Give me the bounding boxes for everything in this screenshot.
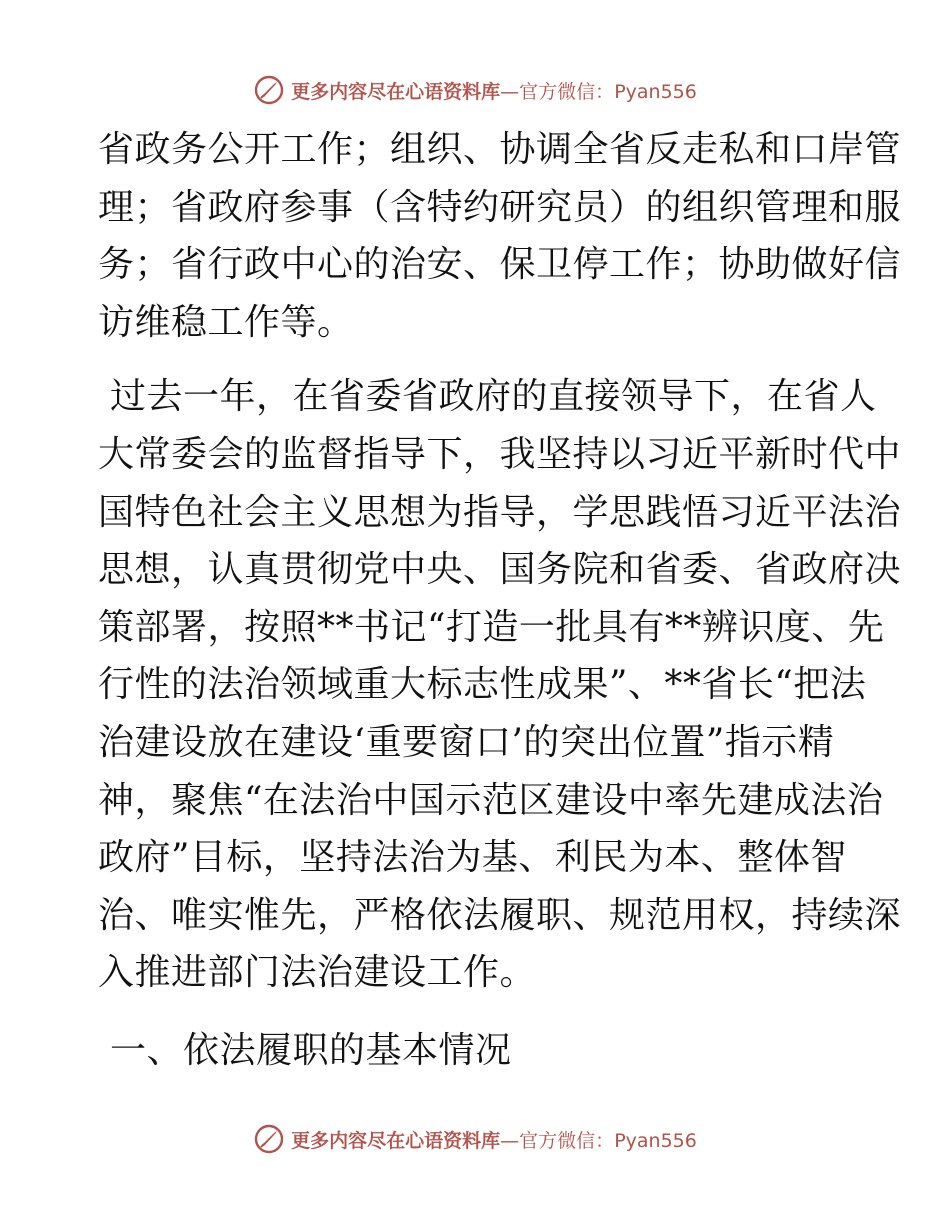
watermark-id: Pyan556: [614, 80, 697, 103]
quill-pen-logo-icon: [253, 1123, 285, 1155]
text-line: 省政务公开工作；组织、协调全省反走私和口岸管: [98, 129, 902, 170]
text-line: 务；省行政中心的治安、保卫停工作；协助做好信: [98, 244, 902, 286]
watermark-brand: 更多内容尽在心语资料库: [291, 80, 501, 103]
watermark-brand: 更多内容尽在心语资料库: [291, 1129, 501, 1152]
paragraph-2: [98, 368, 902, 1002]
text-line: 治、唯实惟先，严格依法履职、规范用权，持续深: [98, 894, 902, 936]
text-line: 治建设放在建设‘重要窗口’的突出位置”指示精: [98, 721, 835, 763]
text-line: 过去一年，在省委省政府的直接领导下，在省人: [98, 376, 877, 418]
footer-watermark: [0, 1121, 950, 1157]
text-line: 大常委会的监督指导下，我坚持以习近平新时代中: [98, 433, 902, 475]
text-line: 理；省政府参事（含特约研究员）的组织管理和服: [98, 186, 902, 228]
section-heading: 一、依法履职的基本情况: [98, 1029, 512, 1071]
text-line: 思想，认真贯彻党中央、国务院和省委、省政府决: [98, 549, 902, 591]
watermark-dash: —: [500, 1129, 520, 1152]
text-line: 策部署，按照**书记“打造一批具有**辨识度、先: [98, 606, 885, 648]
text-line: 国特色社会主义思想为指导，学思践悟习近平法治: [98, 491, 902, 533]
quill-pen-logo-icon: [253, 74, 285, 106]
header-watermark: [0, 72, 950, 108]
text-line: 政府”目标，坚持法治为基、利民为本、整体智: [98, 837, 847, 879]
document-body: [98, 121, 902, 1080]
text-line: 行性的法治领域重大标志性成果”、**省长“把法: [98, 664, 867, 706]
watermark-label: 官方微信：: [519, 80, 615, 103]
text-line: 神，聚焦“在法治中国示范区建设中率先建成法治: [98, 779, 884, 821]
watermark-id: Pyan556: [614, 1129, 697, 1152]
paragraph-1: [98, 121, 902, 351]
text-line: 访维稳工作等。: [98, 301, 354, 343]
text-line: 入推进部门法治建设工作。: [98, 952, 537, 994]
watermark-label: 官方微信：: [519, 1129, 615, 1152]
watermark-dash: —: [500, 80, 520, 103]
